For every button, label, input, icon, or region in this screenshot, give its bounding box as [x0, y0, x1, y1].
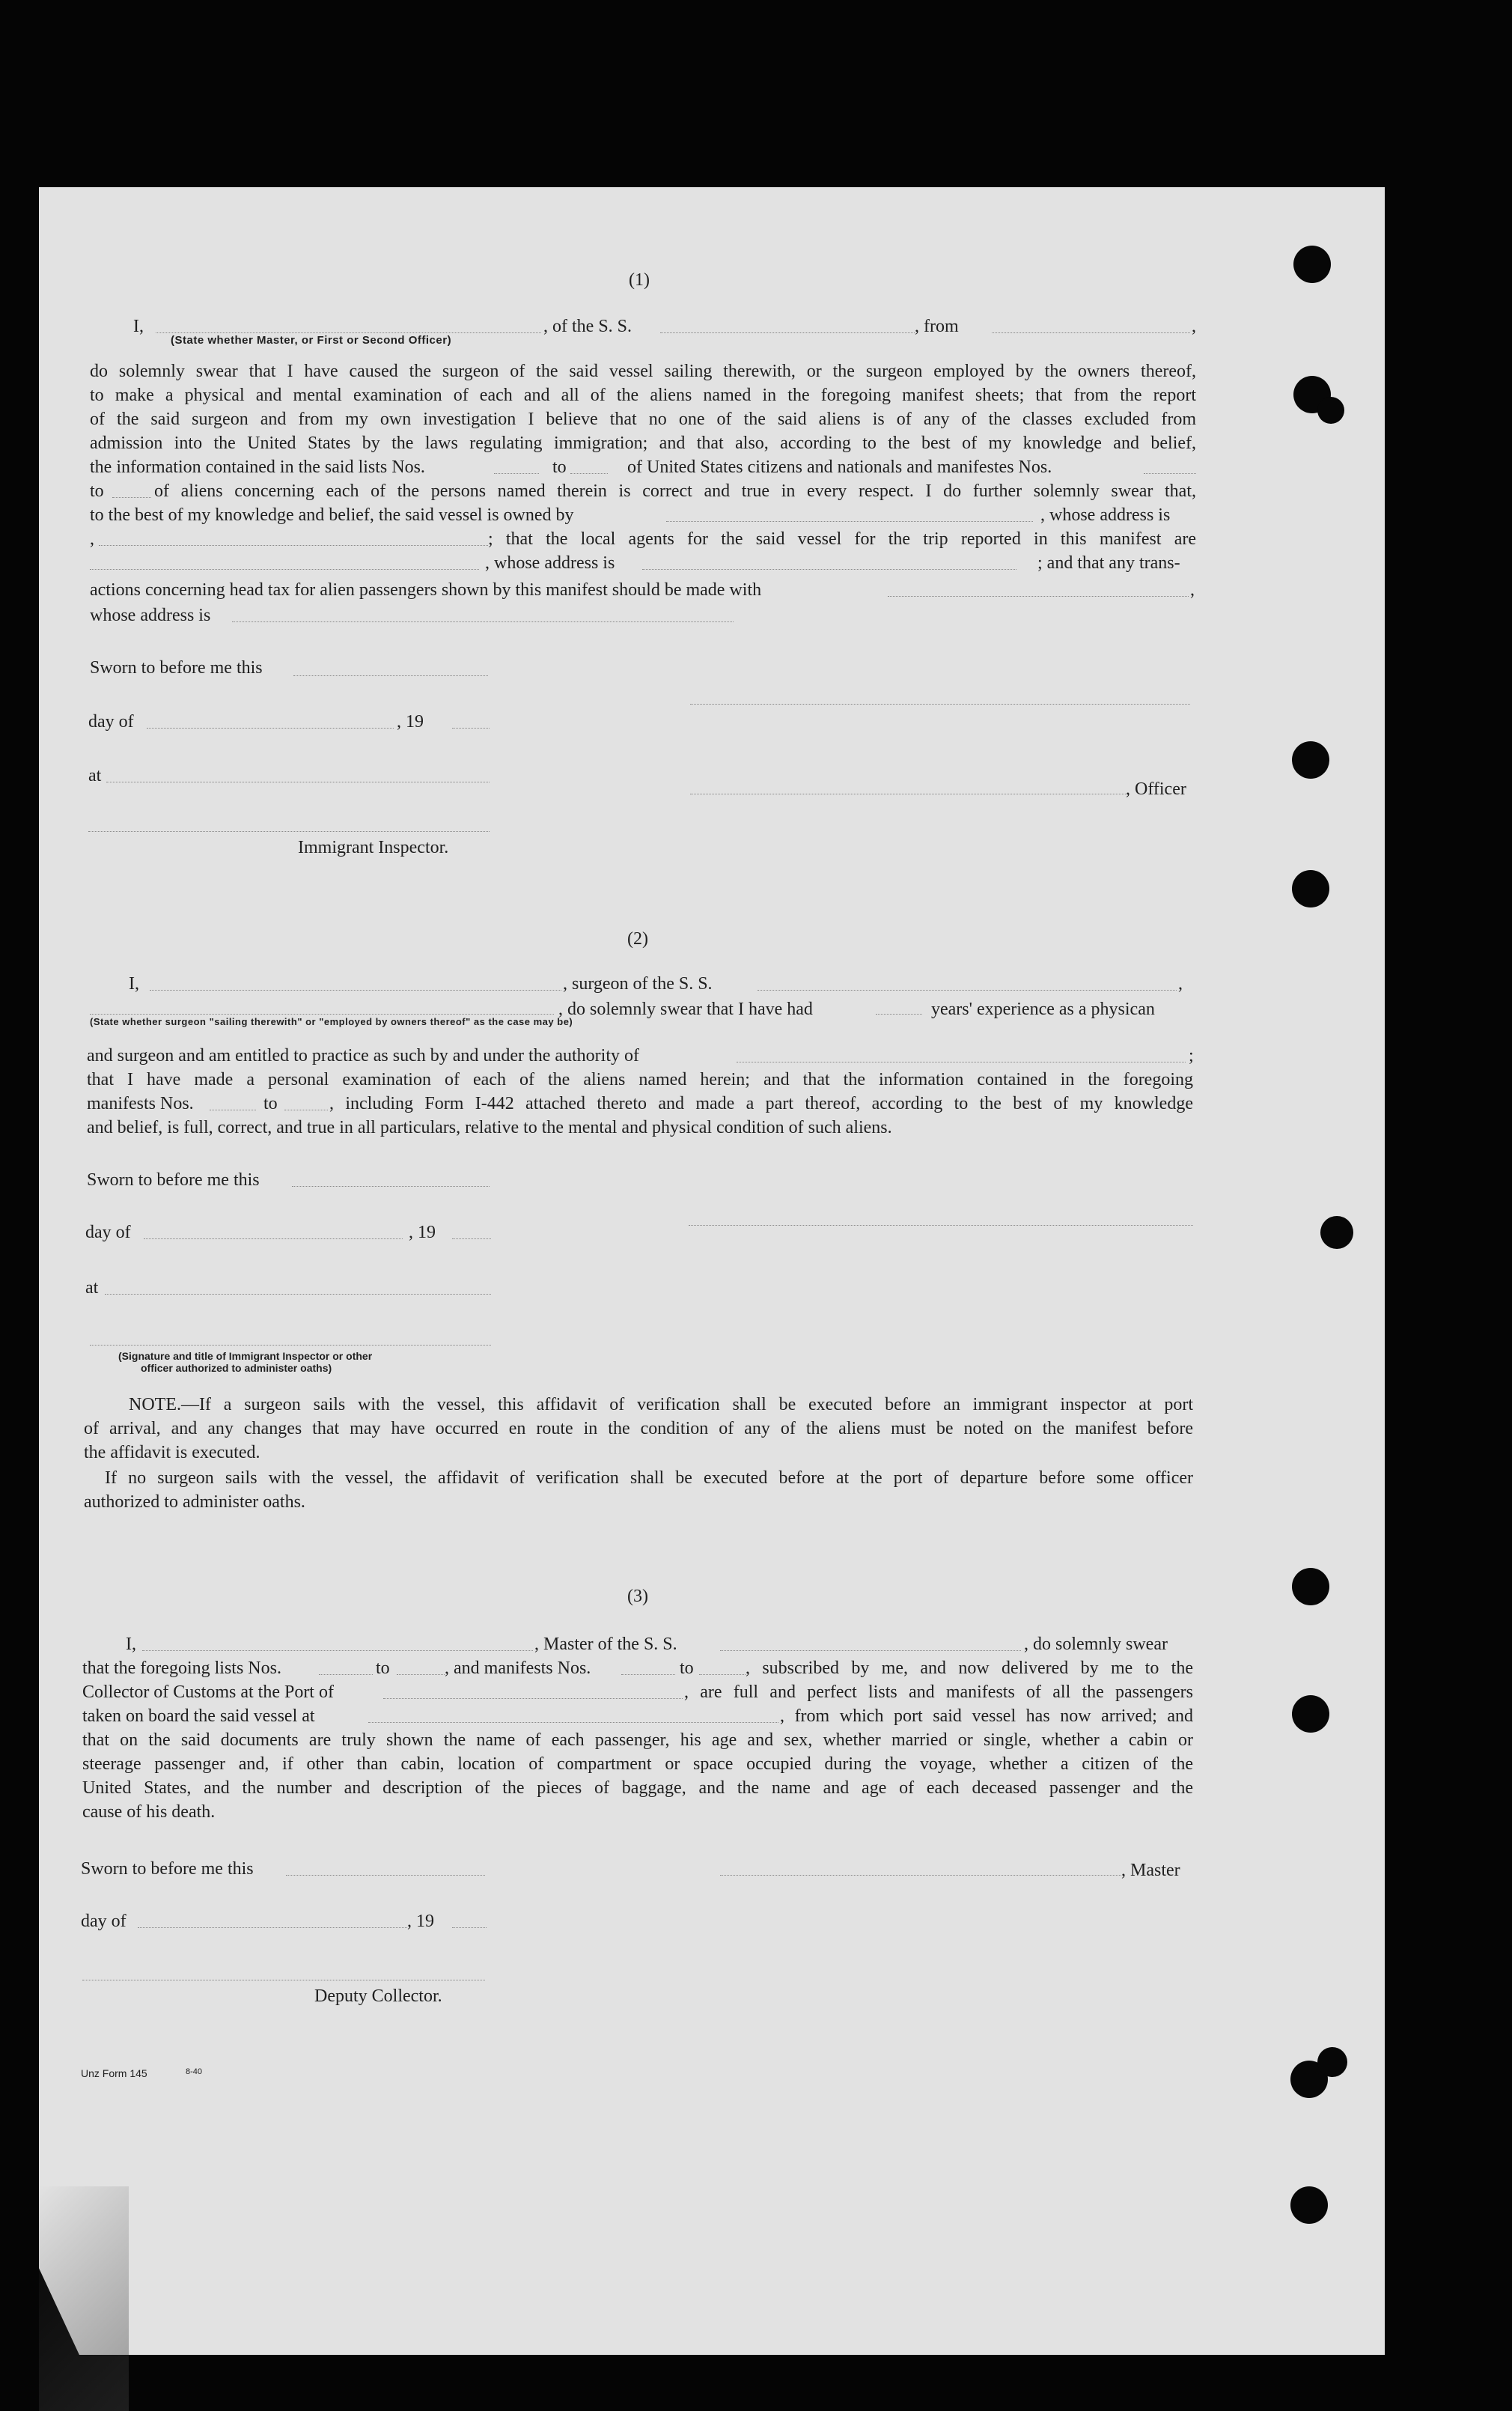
s3-manifests-to-blank [699, 1674, 746, 1675]
s2-belief-line: and belief, is full, correct, and true in all particulars, relative to the mental and physical condition of such aliens. [87, 1118, 892, 1137]
binder-hole [1292, 741, 1329, 779]
surgeon-name-blank [150, 990, 561, 991]
binder-hole [1292, 1695, 1329, 1733]
binder-hole [1293, 246, 1331, 283]
s3-manifests-to: to [680, 1658, 694, 1678]
s1-sworn-blank [293, 675, 488, 676]
s3-manifests-from-blank [621, 1674, 675, 1675]
years-experience-blank [876, 1014, 922, 1015]
s3-collector-label: Deputy Collector. [314, 1986, 442, 2006]
s2-manifests-to: to [263, 1094, 278, 1113]
s1-sworn: Sworn to before me this [90, 658, 263, 678]
s1-body-line: do solemnly swear that I have caused the surgeon of the said vessel sailing therewith, or the surgeon employed by the owners thereof, [90, 362, 1196, 381]
surgeon-status-blank [90, 1014, 554, 1015]
section-2-number: (2) [627, 929, 648, 949]
s1-body-line: admission into the United States by the laws regulating immigration; and that also, according to the best of my knowledge and belief, [90, 434, 1196, 453]
note-line: the affidavit is executed. [84, 1443, 260, 1462]
s2-sworn-blank [292, 1186, 490, 1187]
s3-solemnly-swear: , do solemnly swear [1024, 1635, 1168, 1654]
s1-head-tax-line: actions concerning head tax for alien passengers shown by this manifest should be made with [90, 580, 762, 600]
s1-day-of: day of [88, 712, 134, 732]
s1-day-blank [147, 728, 394, 729]
s3-taken-on-board: taken on board the said vessel at [82, 1706, 315, 1726]
s2-inspector-signature-blank [90, 1345, 491, 1346]
s1-officer-label: , Officer [1126, 779, 1186, 799]
s3-i-label: I, [126, 1635, 136, 1654]
master-name-blank [156, 332, 541, 333]
s1-body-line: to make a physical and mental examination of each and all of the aliens named in the foregoing manifest sheets; that from the report [90, 386, 1196, 405]
binder-hole [1290, 2186, 1328, 2224]
s3-sworn-blank [286, 1875, 485, 1876]
s3-manifests-nos: , and manifests Nos. [445, 1658, 591, 1678]
s2-authority-line: and surgeon and am entitled to practice as such by and under the authority of [87, 1046, 639, 1065]
s1-inspector-label: Immigrant Inspector. [298, 838, 449, 857]
s2-line1-end: , [1178, 974, 1183, 994]
s3-master-label: , Master [1121, 1861, 1180, 1880]
manifests-to-blank [112, 497, 151, 498]
s2-day-blank [144, 1238, 403, 1239]
s3-body-line: United States, and the number and description of the pieces of baggage, and the name and age of each deceased passenger and the [82, 1778, 1193, 1798]
lists-from-blank [494, 473, 539, 474]
s3-body-line: cause of his death. [82, 1802, 216, 1822]
s1-line1-end: , [1192, 317, 1196, 336]
s1-year-blank [452, 728, 490, 729]
s1-head-tax-end: , [1190, 580, 1195, 600]
form-number: Unz Form 145 [81, 2067, 147, 2079]
s1-body-line: of the said surgeon and from my own investigation I believe that no one of the said aliens is of any of the classes excluded from [90, 410, 1196, 429]
s2-years-experience: years' experience as a physican [931, 1000, 1155, 1019]
owner-blank [666, 521, 1033, 522]
note-line: If no surgeon sails with the vessel, the affidavit of verification shall be executed before at the port of departure before some officer [105, 1468, 1193, 1488]
manifests-from-blank [1144, 473, 1196, 474]
s1-i-label: I, [133, 317, 144, 336]
s2-examination-line: that I have made a personal examination of each of the aliens named herein; and that the information contained in the foregoing [87, 1070, 1193, 1089]
s3-body-line: steerage passenger and, if other than cabin, location of compartment or space occupied during the voyage, whether a citizen of the [82, 1754, 1193, 1774]
s1-whose-address: whose address is [90, 606, 211, 625]
from-port-blank [992, 332, 1190, 333]
form-edition: 8-40 [186, 2067, 203, 2076]
note-line: NOTE.—If a surgeon sails with the vessel, this affidavit of verification shall be executed before an immigrant inspector at port [129, 1395, 1193, 1414]
s3-lists-nos: that the foregoing lists Nos. [82, 1658, 281, 1678]
s3-year-blank [452, 1927, 487, 1928]
s3-master-of-ss: , Master of the S. S. [534, 1635, 677, 1654]
s3-vessel-blank [720, 1650, 1021, 1651]
s3-port-label: Collector of Customs at the Port of [82, 1682, 334, 1702]
binder-hole [1317, 2047, 1347, 2077]
s2-vessel-blank [757, 990, 1177, 991]
s3-master-name-blank [142, 1650, 533, 1651]
s3-subscribed: , subscribed by me, and now delivered by me to the [746, 1658, 1193, 1678]
s3-year: , 19 [407, 1912, 434, 1931]
s3-day-blank [138, 1927, 407, 1928]
binder-hole [1292, 870, 1329, 907]
s3-full-lists: , are full and perfect lists and manifests of all the passengers [684, 1682, 1193, 1702]
officer-rank-note: (State whether Master, or First or Second Officer) [171, 334, 452, 347]
s3-day-of: day of [81, 1912, 126, 1931]
s1-owner-address: , whose address is [1040, 505, 1171, 525]
s2-signature-note: officer authorized to administer oaths) [141, 1362, 332, 1374]
s1-agents-address: , whose address is [485, 553, 615, 573]
s1-year: , 19 [397, 712, 424, 732]
s2-at-blank [105, 1294, 491, 1295]
binder-hole [1317, 397, 1344, 424]
s1-info-lists: the information contained in the said lists Nos. [90, 457, 425, 477]
s2-manifests-nos: manifests Nos. [87, 1094, 194, 1113]
s1-owned-by: to the best of my knowledge and belief, the said vessel is owned by [90, 505, 574, 525]
s2-year-blank [452, 1238, 491, 1239]
surgeon-status-note: (State whether surgeon "sailing therewith" or "employed by owners thereof" as the case may be) [90, 1016, 573, 1027]
s3-port-blank [383, 1698, 683, 1699]
s1-to-label: to [90, 481, 104, 501]
s2-form-line: , including Form I-442 attached thereto and made a part thereof, according to the best of my knowledge [329, 1094, 1193, 1113]
s2-signature-note: (Signature and title of Immigrant Inspector or other [118, 1350, 373, 1362]
s1-at: at [88, 766, 102, 785]
s3-master-signature-blank [720, 1875, 1121, 1876]
s1-inspector-blank [88, 831, 490, 832]
s3-body-line: that on the said documents are truly shown the name of each passenger, his age and sex, whether married or single, whether a cabin or [82, 1730, 1193, 1750]
s1-info-to: to [552, 457, 567, 477]
s1-info-manifests: of United States citizens and nationals and manifestes Nos. [627, 457, 1052, 477]
section-3-number: (3) [627, 1587, 648, 1606]
section-1-number: (1) [629, 270, 650, 290]
s3-lists-to: to [376, 1658, 390, 1678]
s2-sworn: Sworn to before me this [87, 1170, 260, 1190]
s2-surgeon-of-ss: , surgeon of the S. S. [563, 974, 713, 994]
s1-from-label: , from [915, 317, 959, 336]
agents-blank [90, 569, 479, 570]
head-tax-agent-blank [888, 596, 1189, 597]
s2-solemnly-swear: , do solemnly swear that I have had [558, 1000, 813, 1019]
s3-lists-from-blank [319, 1674, 373, 1675]
s2-at: at [85, 1278, 99, 1298]
s3-embark-port-blank [368, 1722, 778, 1723]
s3-lists-to-blank [397, 1674, 445, 1675]
note-line: authorized to administer oaths. [84, 1492, 305, 1512]
s1-of-ss-label: , of the S. S. [543, 317, 632, 336]
agents-address-blank [642, 569, 1016, 570]
s2-i-label: I, [129, 974, 139, 994]
s3-arrived: , from which port said vessel has now arrived; and [780, 1706, 1193, 1726]
s1-transactions: ; and that any trans- [1037, 553, 1180, 573]
s2-day-of: day of [85, 1223, 131, 1242]
s2-signature-blank [689, 1225, 1193, 1226]
head-tax-address-blank [232, 621, 734, 622]
note-line: of arrival, and any changes that may have occurred en route in the condition of any of the aliens must be noted on the manifest before [84, 1419, 1193, 1438]
s1-agents-line: ; that the local agents for the said vessel for the trip reported in this manifest are [488, 529, 1196, 549]
binder-hole [1320, 1216, 1353, 1249]
s1-signature-blank [690, 704, 1190, 705]
s1-agents-comma: , [90, 529, 94, 549]
binder-hole [1292, 1568, 1329, 1605]
s1-aliens-line: of aliens concerning each of the persons named therein is correct and true in every respect. I do further solemnly swear that, [154, 481, 1196, 501]
s2-authority-end: ; [1189, 1046, 1194, 1065]
owner-address-blank [99, 545, 488, 546]
s2-year: , 19 [409, 1223, 436, 1242]
s3-sworn: Sworn to before me this [81, 1859, 254, 1879]
lists-to-blank [570, 473, 608, 474]
vessel-name-blank [660, 332, 915, 333]
